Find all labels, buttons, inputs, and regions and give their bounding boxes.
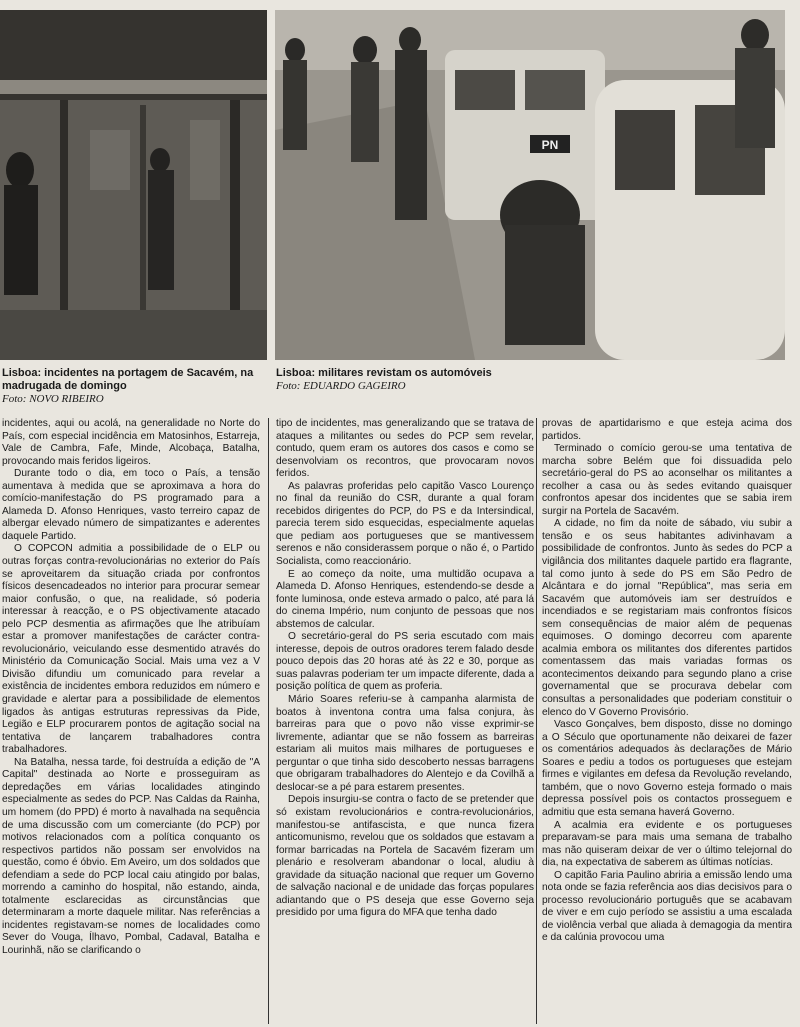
paragraph: O COPCON admitia a possibilidade de o ELP ou outras forças contra-revolucionárias no exterior do País se aproveitarem da situação criada por confrontos físicos desencadeados no interior para procurar semear maior confusão, o que, na realidade, só poderia interessar à reacção, e o PS objectivamente atacado pelo PCP desmentia as afirmações que lhe atribuíam estar a promover manifestações de carácter contra-revolucionário, veiculando esse desmentido através do Ministério da Comunicação Social. Mais uma vez a V Divisão difundiu um comunicado para revelar a existência de incidentes embora reduzidos em número e gravidade e alertar para a possibilidade de elementos ligados às antigas estruturas repressivas da Pide, Legião e ELP procurarem pontos de agitação social na tentativa de lançarem trabalhadores contra trabalhadores.	[2, 543, 260, 756]
caption-left-title: Lisboa: incidentes na portagem de Sacavém, na madrugada de domingo	[2, 367, 254, 392]
column-divider	[536, 418, 537, 1024]
caption-right	[276, 367, 576, 393]
caption-left-credit: Foto: NOVO RIBEIRO	[2, 393, 104, 405]
paragraph: O capitão Faria Paulino abriria a emissão lendo uma nota onde se fazia referência aos dias decisivos para o processo revolucionário português que se acabavam de viver e em cujo período se assistiu a uma escalada de violência verbal que aliada à demagogia da mentira e da calúnia provocou uma	[542, 869, 792, 944]
paragraph: provas de apartidarismo e que esteja acima dos partidos.	[542, 418, 792, 442]
paragraph: Depois insurgiu-se contra o facto de se pretender que só existam revolucionários e contra-revolucionários, manifestou-se antifascista, e que nunca fizera anticomunismo, revelou que os soldados que estavam a formar barricadas na Portela de Sacavém fizeram um plenário e resolveram abandonar o local, aludiu à gravidade da situação nacional que requer um Governo de salvação nacional e de unidade das forças populares adiantando que o PS deseja que esse Governo seja presidido por uma figura do MFA que tenha dado	[276, 794, 534, 919]
article-column-3	[542, 418, 792, 1024]
night-scene-image	[0, 10, 267, 360]
photo-militares-revistam	[275, 10, 785, 360]
paragraph: As palavras proferidas pelo capitão Vasco Lourenço no final da reunião do CSR, durante a qual foram recebidos dirigentes do PCP, do PS e da Intersindical, parecia terem sido esquecidas, especialmente aquelas que pediam aos portugueses que se mantivessem serenos e não considerassem porque o não é, o Partido Socialista, como reaccionário.	[276, 480, 534, 568]
paragraph: Terminado o comício gerou-se uma tentativa de marcha sobre Belém que foi dissuadida pelo secretário-geral do PS ao aconselhar os militantes a recolher a casa ou às sedes evitando quaisquer confrontos apesar dos incidentes que se sabia irem surgir na Portela de Sacavém.	[542, 443, 792, 517]
paragraph: Mário Soares referiu-se à campanha alarmista de boatos à inventona contra uma falsa conjura, às barreiras para que o povo não visse exprimir-se livremente, adiantar que se não fossem as barreiras estariam ali muitos mais milhares de portugueses e perguntar o que tinha sido descoberto nessas barragens que obrigaram trabalhadores do Alentejo e da Covilhã a deslocar-se a pé para estarem presentes.	[276, 694, 534, 793]
caption-right-title: Lisboa: militares revistam os automóveis	[276, 367, 492, 379]
paragraph: A acalmia era evidente e os portugueses preparavam-se para mais uma semana de trabalho mas não quiseram deixar de ver o último telejornal do dia, na expectativa de saberem as últimas notícias.	[542, 819, 792, 869]
photo-portagem-sacavem	[0, 10, 267, 360]
paragraph: Durante todo o dia, em toco o País, a tensão aumentava à medida que se aproximava a hora do comício-manifestação do PS programado para a Alameda D. Afonso Henriques, vasto terreiro capaz de albergar elevado número de simpatizantes e aderentes daquele Partido.	[2, 468, 260, 542]
paragraph: Vasco Gonçalves, bem disposto, disse no domingo a O Século que oportunamente não deixarei de fazer os comentários adequados às declarações de Mário Soares e pediu a todos os portugueses que estejam firmes e vigilantes em defesa da Revolução revelando, também, que o novo Governo esteja formado o mais depressa possível pois os contactos prosseguem e admitiu que esta semana haverá Governo.	[542, 719, 792, 818]
paragraph: Na Batalha, nessa tarde, foi destruída a edição de "A Capital" destinada ao Norte e prosseguiram as depredações em várias localidades atingindo especialmente as sedes do PCP. Nas Caldas da Rainha, um homem (do PPD) é morto à navalhada na sequência de uma discussão com um comerciante (do PCP) por motivos relacionados com a política conquanto os respectivos partidos não possam ser envolvidos na questão, como é óbvio. Em Aveiro, um dos soldados que defendiam a sede do PCP local caiu atingido por balas, morrendo a caminho do hospital, não estando, ainda, totalmente esclarecidas as circunstâncias que determinaram a morte daquele militar. Nas referências a incidentes registavam-se nomes de localidades como Sever do Vouga, Ílhavo, Pombal, Cadaval, Batalha e Lourinhã, não se clarificando o	[2, 756, 260, 956]
paragraph: A cidade, no fim da noite de sábado, viu subir a tensão e os seus habitantes adivinhavam a possibilidade de confrontos. Junto às sedes do PCP a vigilância dos militantes daquele partido era flagrante, tal como junto à sede do PS em São Pedro de Alcântara e do jornal "República", mas seria em Sacavém que automóveis iam ser destruídos e incendiados e se registariam mais confrontos físicos sem consequências de maior além de pequenas equimoses. O domingo decorreu com aparente acalmia embora os militantes dos diferentes partidos comentassem das mais variadas formas os acontecimentos deixando para segundo plano a crise governamental que se procurava debelar com consultas a personalidades que poderiam constituir o elenco do V Governo Provisório.	[542, 518, 792, 718]
license-plate: PN	[541, 138, 559, 152]
paragraph: O secretário-geral do PS seria escutado com mais interesse, depois de outros oradores terem falado desde pouco depois das 20 horas até às 22 e 30, porque as suas palavras poderiam ter um impacte diferente, dada a posição política de quem as proferia.	[276, 631, 534, 693]
street-search-image	[275, 10, 785, 360]
paragraph: tipo de incidentes, mas generalizando que se tratava de ataques a militantes ou sedes do PCP sem revelar, contudo, quem eram os autores dos casos e como se desenvolviam os recontros, que provocaram novos feridos.	[276, 418, 534, 480]
paragraph: E ao começo da noite, uma multidão ocupava a Alameda D. Afonso Henriques, estendendo-se desde a fonte luminosa, onde esteva armado o palco, até para lá do cinema Império, num conjunto de pessoas que nos abstemos de calcular.	[276, 568, 534, 630]
article-column-1	[2, 418, 260, 1024]
caption-right-credit: Foto: EDUARDO GAGEIRO	[276, 380, 406, 392]
paragraph: incidentes, aqui ou acolá, na generalidade no Norte do País, com especial incidência em Matosinhos, Estarreja, Vale de Cambra, Fafe, Minde, Alcobaça, Batalha, provocando mais feridos ligeiros.	[2, 418, 260, 467]
caption-left	[2, 367, 267, 406]
article-column-2	[276, 418, 534, 1024]
column-divider	[268, 418, 269, 1024]
